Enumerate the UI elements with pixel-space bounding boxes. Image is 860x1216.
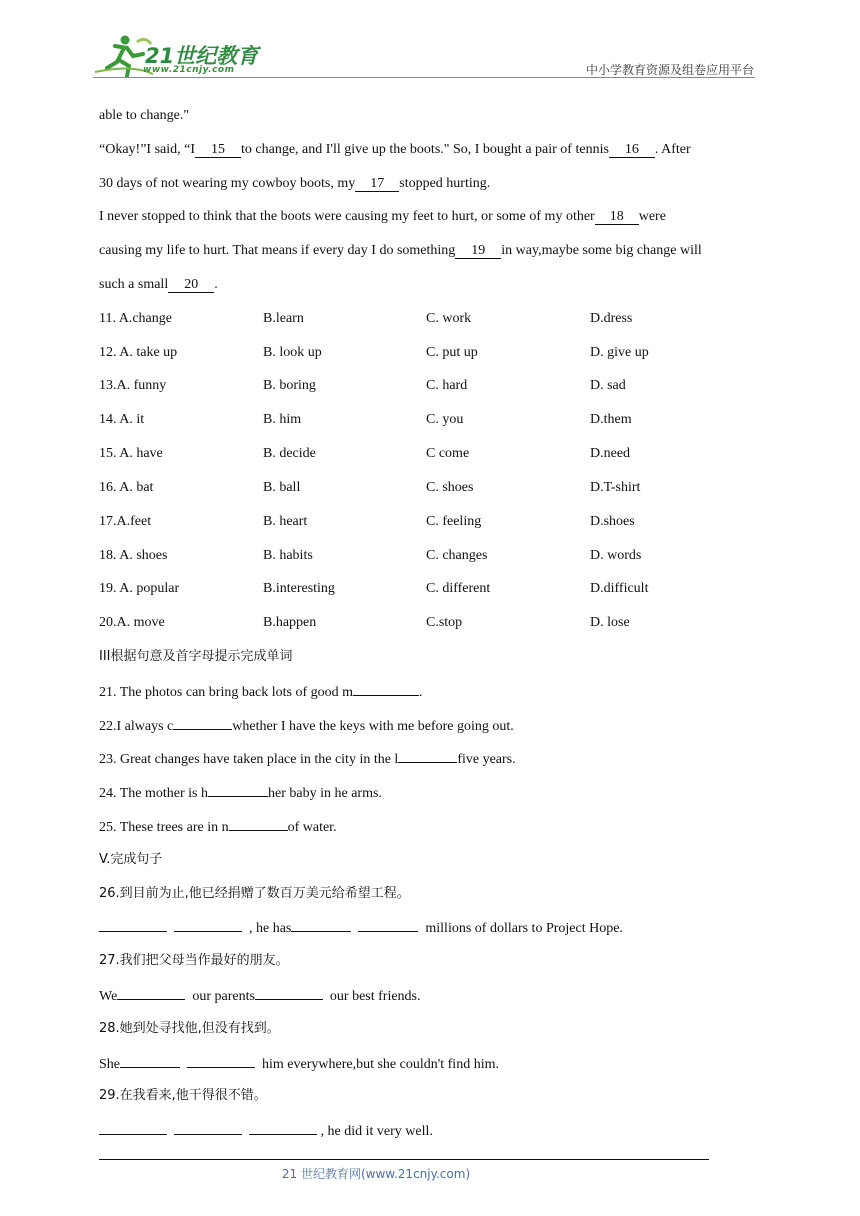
option-d[interactable]: D.dress — [590, 311, 633, 326]
blank-16[interactable]: 16 — [609, 142, 655, 158]
question-29: , he did it very well. — [99, 1121, 433, 1141]
blank-19[interactable]: 19 — [455, 243, 501, 259]
option-row — [99, 445, 719, 463]
answer-blank[interactable] — [358, 918, 418, 932]
question-22: 22.I always c whether I have the keys with me before going out. — [99, 716, 514, 736]
option-b[interactable]: B. decide — [263, 446, 316, 461]
option-c[interactable]: C. work — [426, 311, 472, 326]
option-row — [99, 614, 719, 632]
question-26: , he has millions of dollars to Project Hope. — [99, 918, 623, 938]
footer-link[interactable]: 21 世纪教育网(www.21cnjy.com) — [281, 1167, 471, 1181]
header-divider — [93, 77, 755, 78]
passage-line: 30 days of not wearing my cowboy boots, my 17 stopped hurting. — [99, 176, 491, 191]
answer-blank[interactable] — [173, 716, 232, 730]
option-row — [99, 411, 719, 429]
question-28: She him everywhere,but she couldn't find him. — [99, 1054, 499, 1074]
option-b[interactable]: B. him — [263, 412, 302, 427]
option-d[interactable]: D.need — [590, 446, 631, 461]
option-a[interactable]: 20.A. move — [99, 615, 165, 630]
option-d[interactable]: D.T-shirt — [590, 480, 641, 495]
answer-blank[interactable] — [398, 749, 457, 763]
passage-line: I never stopped to think that the boots were causing my feet to hurt, or some of my other 18 were — [99, 209, 666, 224]
question-23: 23. Great changes have taken place in the city in the l five years. — [99, 749, 516, 769]
option-d[interactable]: D. words — [590, 548, 642, 563]
option-d[interactable]: D. lose — [590, 615, 630, 630]
option-d[interactable]: D.difficult — [590, 581, 649, 596]
logo-url: www.21cnjy.com — [143, 65, 235, 75]
answer-blank[interactable] — [255, 986, 323, 1000]
option-a[interactable]: 19. A. popular — [99, 581, 180, 596]
question-21: 21. The photos can bring back lots of good m . — [99, 682, 423, 702]
option-a[interactable]: 17.A.feet — [99, 514, 152, 529]
question-29-chinese: 29.在我看来,他干得很不错。 — [99, 1088, 267, 1103]
logo-text: 21世纪教育 — [145, 44, 259, 68]
blank-18[interactable]: 18 — [595, 209, 639, 225]
option-a[interactable]: 12. A. take up — [99, 345, 178, 360]
option-row — [99, 580, 719, 598]
answer-blank[interactable] — [174, 1121, 242, 1135]
option-b[interactable]: B.learn — [263, 311, 304, 326]
passage-line: “Okay!”I said, “I 15 to change, and I'll give up the boots." So, I bought a pair of tennis 16 . After — [99, 142, 691, 157]
option-d[interactable]: D. sad — [590, 378, 626, 393]
option-b[interactable]: B.happen — [263, 615, 317, 630]
option-c[interactable]: C.stop — [426, 615, 463, 630]
answer-blank[interactable] — [99, 1121, 167, 1135]
option-c[interactable]: C. you — [426, 412, 464, 427]
option-b[interactable]: B. heart — [263, 514, 308, 529]
option-c[interactable]: C. changes — [426, 548, 488, 563]
answer-blank[interactable] — [229, 817, 288, 831]
option-a[interactable]: 14. A. it — [99, 412, 145, 427]
answer-blank[interactable] — [208, 783, 268, 797]
question-27-chinese: 27.我们把父母当作最好的朋友。 — [99, 953, 289, 968]
passage-line: such a small 20 . — [99, 277, 218, 292]
option-row — [99, 547, 719, 565]
option-c[interactable]: C. feeling — [426, 514, 482, 529]
passage-line: causing my life to hurt. That means if every day I do something 19 in way,maybe some big change will — [99, 243, 702, 258]
question-26-chinese: 26.到目前为止,他已经捐赠了数百万美元给希望工程。 — [99, 886, 410, 901]
question-28-chinese: 28.她到处寻找他,但没有找到。 — [99, 1021, 280, 1036]
option-b[interactable]: B. habits — [263, 548, 313, 563]
section-title: V.完成句子 — [99, 852, 163, 867]
platform-title: 中小学教育资源及组卷应用平台 — [585, 63, 754, 77]
option-c[interactable]: C. hard — [426, 378, 468, 393]
option-b[interactable]: B. boring — [263, 378, 316, 393]
blank-20[interactable]: 20 — [168, 277, 214, 293]
option-b[interactable]: B. look up — [263, 345, 322, 360]
blank-17[interactable]: 17 — [355, 176, 399, 192]
question-27: We our parents our best friends. — [99, 986, 421, 1006]
option-c[interactable]: C. different — [426, 581, 491, 596]
option-a[interactable]: 11. A.change — [99, 311, 172, 326]
answer-blank[interactable] — [187, 1054, 255, 1068]
page-footer — [0, 1165, 860, 1182]
option-c[interactable]: C come — [426, 446, 470, 461]
option-row — [99, 513, 719, 531]
answer-blank[interactable] — [117, 986, 185, 1000]
option-c[interactable]: C. put up — [426, 345, 478, 360]
blank-15[interactable]: 15 — [195, 142, 241, 158]
passage-line: able to change." — [99, 108, 190, 123]
option-b[interactable]: B. ball — [263, 480, 301, 495]
option-a[interactable]: 18. A. shoes — [99, 548, 168, 563]
question-25: 25. These trees are in n of water. — [99, 817, 337, 837]
option-d[interactable]: D.shoes — [590, 514, 635, 529]
answer-blank[interactable] — [99, 918, 167, 932]
option-d[interactable]: D.them — [590, 412, 632, 427]
footer-divider — [99, 1159, 709, 1160]
answer-blank[interactable] — [249, 1121, 317, 1135]
option-row — [99, 479, 719, 497]
option-b[interactable]: B.interesting — [263, 581, 335, 596]
option-c[interactable]: C. shoes — [426, 480, 474, 495]
option-row — [99, 344, 719, 362]
answer-blank[interactable] — [174, 918, 242, 932]
option-d[interactable]: D. give up — [590, 345, 649, 360]
answer-blank[interactable] — [291, 918, 351, 932]
option-a[interactable]: 16. A. bat — [99, 480, 154, 495]
answer-blank[interactable] — [120, 1054, 180, 1068]
section-title: III根据句意及首字母提示完成单词 — [99, 649, 293, 664]
page-header — [0, 0, 860, 80]
option-a[interactable]: 15. A. have — [99, 446, 163, 461]
option-row — [99, 310, 719, 328]
answer-blank[interactable] — [353, 682, 419, 696]
question-24: 24. The mother is h her baby in he arms. — [99, 783, 382, 803]
option-row — [99, 377, 719, 395]
option-a[interactable]: 13.A. funny — [99, 378, 167, 393]
